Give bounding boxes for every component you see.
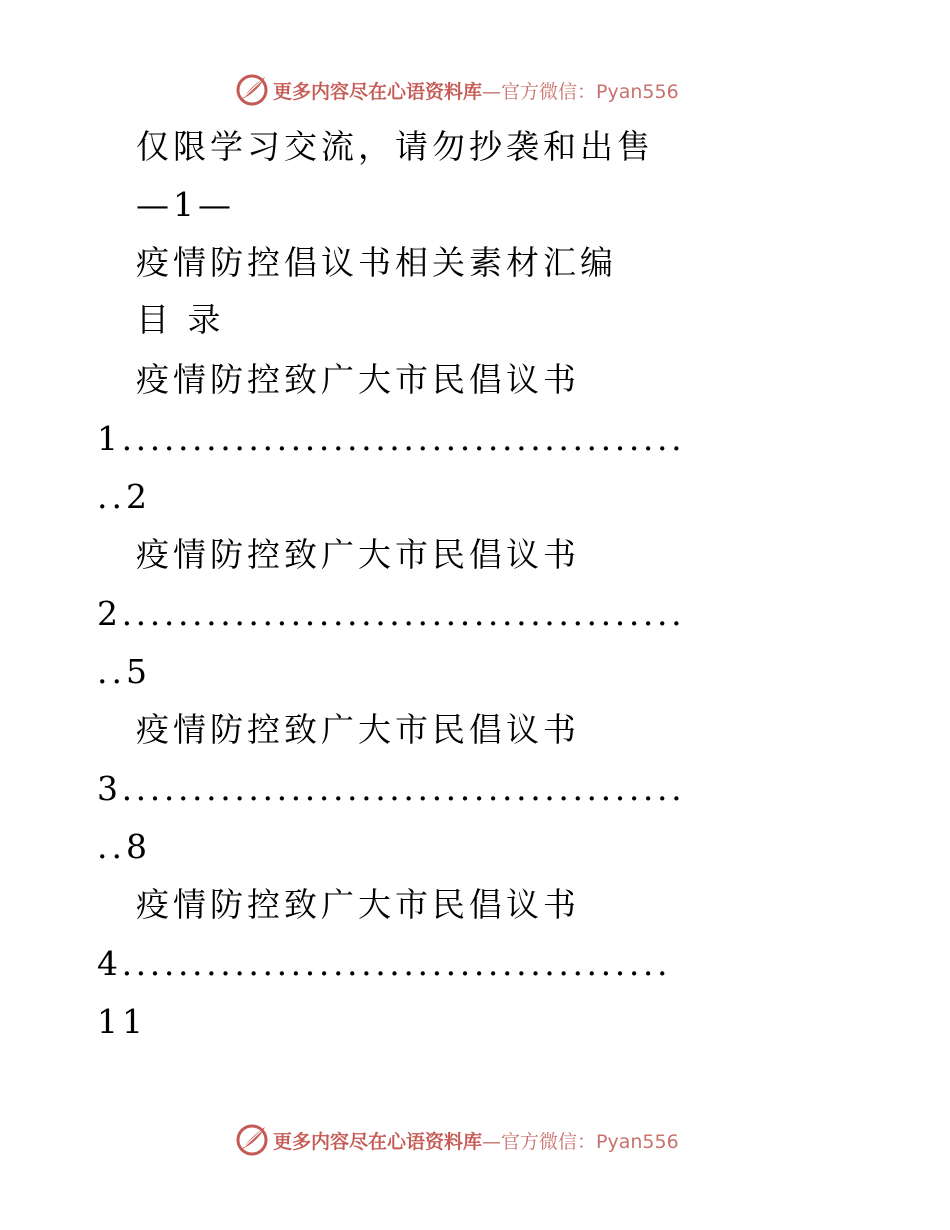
toc-entry-title: 疫情防控致广大市民倡议书: [136, 360, 580, 399]
toc-entry-page: ..2: [97, 477, 151, 516]
watermark-wechat-label: 官方微信：: [501, 80, 597, 103]
watermark-footer: [235, 1122, 679, 1158]
watermark-main-text: 更多内容尽在心语资料库: [273, 80, 483, 103]
toc-entry-title: 疫情防控致广大市民倡议书: [136, 710, 580, 749]
toc-entry-leader: 4.......................................: [97, 944, 672, 983]
toc-entry-leader: 1........................................: [97, 419, 686, 458]
watermark-wechat-id: Pyan556: [596, 80, 679, 103]
toc-entry-title: 疫情防控致广大市民倡议书: [136, 535, 580, 574]
watermark-dash: —: [482, 80, 502, 103]
feather-circle-logo-icon: [235, 1123, 269, 1157]
watermark-wechat-id: Pyan556: [596, 1130, 679, 1153]
page-number: —1—: [136, 185, 235, 224]
watermark-main-text: 更多内容尽在心语资料库: [273, 1130, 483, 1153]
watermark-header: [235, 72, 679, 108]
usage-notice: 仅限学习交流，请勿抄袭和出售: [136, 127, 654, 166]
toc-heading: 目 录: [136, 300, 225, 339]
toc-entry-title: 疫情防控致广大市民倡议书: [136, 885, 580, 924]
watermark-text: [273, 1127, 679, 1154]
toc-entry-leader: 3........................................: [97, 769, 686, 808]
document-title: 疫情防控倡议书相关素材汇编: [136, 243, 617, 282]
watermark-wechat-label: 官方微信：: [501, 1130, 597, 1153]
toc-entry-page: 11: [97, 1002, 147, 1041]
watermark-dash: —: [482, 1130, 502, 1153]
toc-entry-page: ..8: [97, 827, 151, 866]
toc-entry-page: ..5: [97, 652, 151, 691]
toc-entry-leader: 2........................................: [97, 594, 686, 633]
feather-circle-logo-icon: [235, 73, 269, 107]
watermark-text: [273, 77, 679, 104]
